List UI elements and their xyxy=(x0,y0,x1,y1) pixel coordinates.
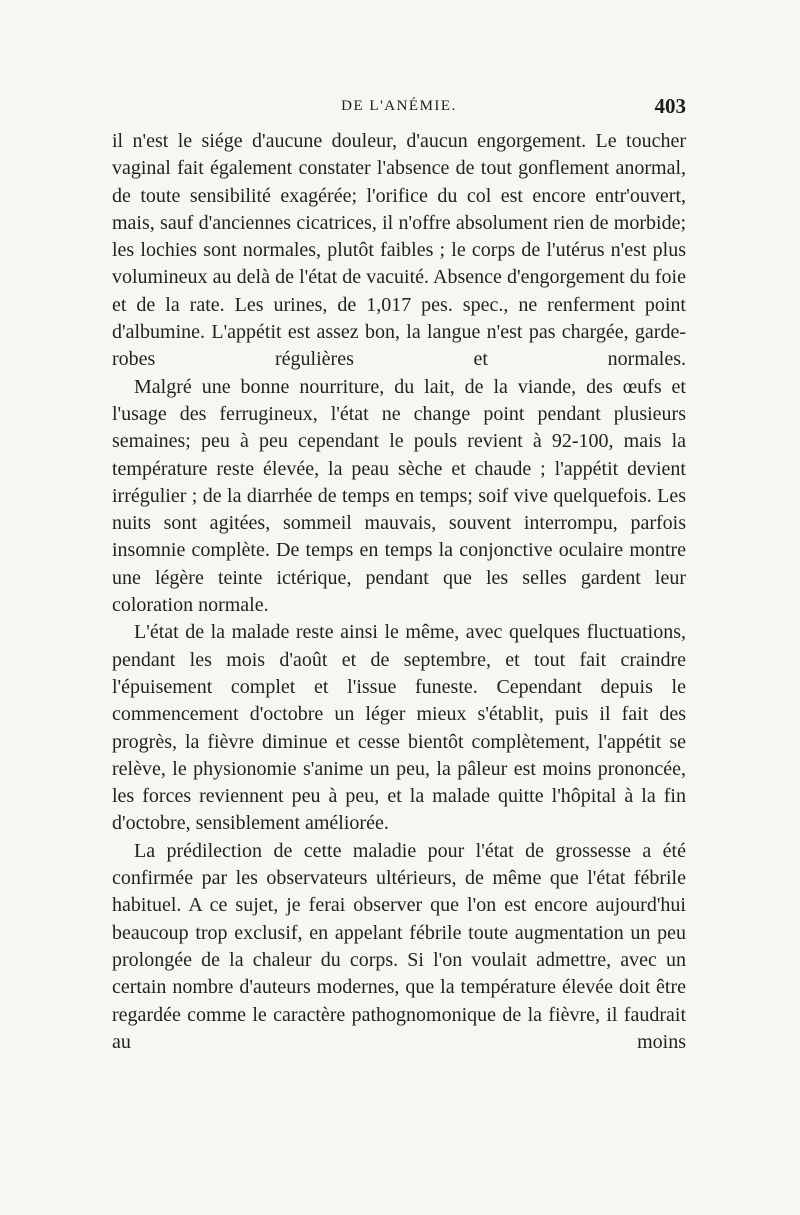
paragraph-1: il n'est le siége d'aucune douleur, d'aucun engorgement. Le toucher vaginal fait également constater l'absence de tout gonflement anormal, de toute sensibilité exagérée; l'orifice du col est encore entr'ouvert, mais, sauf d'anciennes cicatrices, il n'offre absolument rien de morbide; les lochies sont normales, plutôt faibles ; le corps de l'utérus n'est plus volumineux au delà de l'état de vacuité. Absence d'engorgement du foie et de la rate. Les urines, de 1,017 pes. spec., ne renferment point d'albumine. L'appétit est assez bon, la langue n'est pas chargée, garde-robes régulières et normales. xyxy=(112,130,686,371)
body-text xyxy=(112,128,686,1056)
running-head xyxy=(112,94,686,120)
paragraph-3: L'état de la malade reste ainsi le même, avec quelques fluctuations, pendant les mois d'août et de septembre, et tout fait craindre l'épuisement complet et l'issue funeste. Cependant depuis le commencement d'octobre un léger mieux s'établit, puis il fait des progrès, la fièvre diminue et cesse bientôt complètement, l'appétit se relève, le physionomie s'anime un peu, la pâleur est moins prononcée, les forces reviennent peu à peu, et la malade quitte l'hôpital à la fin d'octobre, sensiblement améliorée. xyxy=(112,621,686,835)
running-title: DE L'ANÉMIE. xyxy=(341,98,457,114)
page-number: 403 xyxy=(654,94,686,118)
paragraph-4: La prédilection de cette maladie pour l'état de grossesse a été confirmée par les observateurs ultérieurs, de même que l'état fébrile habituel. A ce sujet, je ferai observer que l'on est encore aujourd'hui beaucoup trop exclusif, en appelant fébrile toute augmentation un peu prolongée de la chaleur du corps. Si l'on voulait admettre, avec un certain nombre d'auteurs modernes, que la température élevée doit être regardée comme le caractère pathognomonique de la fièvre, il faudrait au moins xyxy=(112,839,686,1053)
paragraph-2: Malgré une bonne nourriture, du lait, de la viande, des œufs et l'usage des ferrugineux, l'état ne change point pendant plusieurs semaines; peu à peu cependant le pouls revient à 92-100, mais la température reste élevée, la peau sèche et chaude ; l'appétit devient irrégulier ; de la diarrhée de temps en temps; soif vive quelquefois. Les nuits sont agitées, sommeil mauvais, souvent interrompu, parfois insomnie complète. De temps en temps la conjonctive oculaire montre une légère teinte ictérique, pendant que les selles gardent leur coloration normale. xyxy=(112,375,686,617)
